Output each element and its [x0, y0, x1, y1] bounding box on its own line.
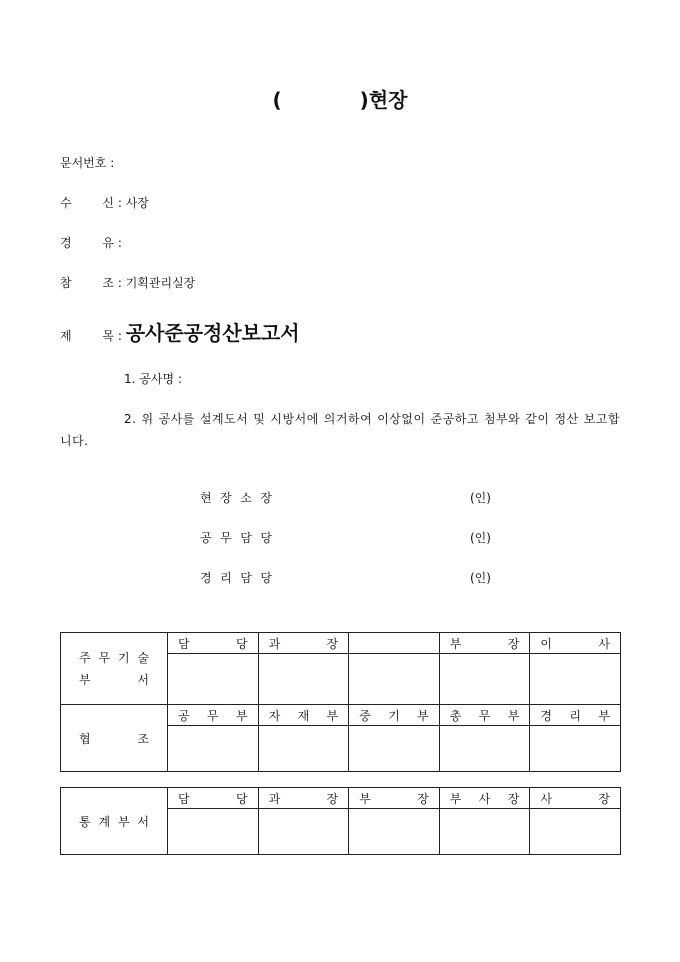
header-cell: 담 당 — [168, 788, 259, 809]
signature-site-manager: 현 장 소 장 (인) — [200, 491, 491, 505]
signature-cell[interactable] — [168, 809, 259, 855]
header-cell: 중 기 부 — [349, 705, 440, 726]
signature-cell[interactable] — [530, 726, 621, 772]
signature-cell[interactable] — [258, 809, 349, 855]
header-cell: 담 당 — [168, 633, 259, 654]
signature-engineering: 공 무 담 당 (인) — [200, 531, 491, 545]
doc-number-row: 문서번호 : — [60, 156, 115, 170]
signature-cell[interactable] — [349, 654, 440, 705]
statistics-table — [60, 787, 621, 855]
header-cell: 경 리 부 — [530, 705, 621, 726]
header-cell: 이 사 — [530, 633, 621, 654]
signature-cell[interactable] — [439, 654, 530, 705]
item-report-text: 2. 위 공사를 설계도서 및 시방서에 의거하여 이상없이 준공하고 첨부와 같이 정산 보고합니다. — [60, 412, 620, 448]
subject-row: 제 목 : 공사준공정산보고서 — [60, 321, 300, 345]
header-cell: 과 장 — [258, 788, 349, 809]
item-project-name: 1. 공사명 : — [124, 372, 182, 386]
header-cell: 공 무 부 — [168, 705, 259, 726]
document-title: ( )현장 — [272, 88, 408, 112]
reference-row: 참 조 : 기획관리실장 — [60, 276, 196, 290]
signature-cell[interactable] — [530, 809, 621, 855]
header-cell — [349, 633, 440, 654]
signature-cell[interactable] — [258, 726, 349, 772]
header-cell: 부 사 장 — [439, 788, 530, 809]
header-cell: 부 장 — [349, 788, 440, 809]
signature-cell[interactable] — [530, 654, 621, 705]
signature-cell[interactable] — [349, 726, 440, 772]
approval-table — [60, 632, 621, 772]
seal-mark: (인) — [470, 531, 491, 545]
header-cell: 사 장 — [530, 788, 621, 809]
signature-cell[interactable] — [439, 809, 530, 855]
seal-mark: (인) — [470, 571, 491, 585]
header-cell: 총 무 부 — [439, 705, 530, 726]
signature-cell[interactable] — [439, 726, 530, 772]
main-dept-label: 주 무 기 술 부 서 — [61, 633, 168, 705]
via-row: 경 유 : — [60, 236, 122, 250]
statistics-dept-label: 통 계 부 서 — [61, 788, 168, 855]
recipient-row: 수 신 : 사장 — [60, 196, 149, 210]
subject-title: 공사준공정산보고서 — [125, 321, 300, 345]
signature-cell[interactable] — [168, 654, 259, 705]
cooperation-label: 협 조 — [61, 705, 168, 772]
header-cell: 과 장 — [258, 633, 349, 654]
signature-accounting: 경 리 담 당 (인) — [200, 571, 491, 585]
signature-cell[interactable] — [349, 809, 440, 855]
signature-cell[interactable] — [258, 654, 349, 705]
header-cell: 자 재 부 — [258, 705, 349, 726]
header-cell: 부 장 — [439, 633, 530, 654]
seal-mark: (인) — [470, 491, 491, 505]
signature-cell[interactable] — [168, 726, 259, 772]
